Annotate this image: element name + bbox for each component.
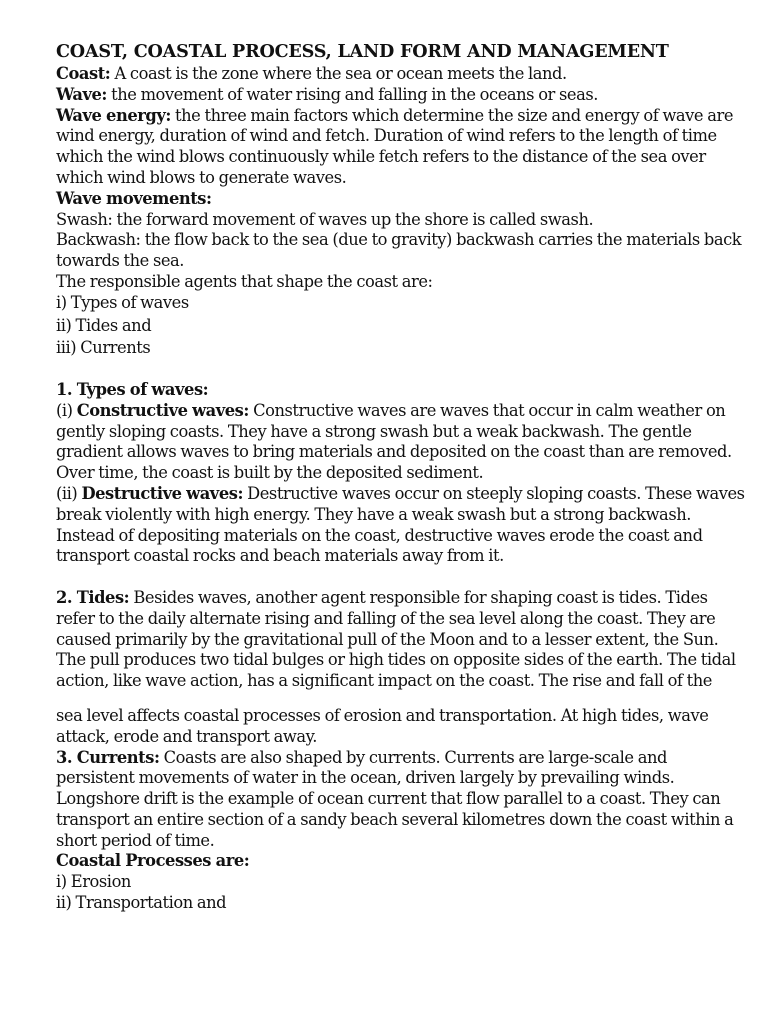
constructive-prefix: (i) — [56, 400, 77, 420]
tides-continuation: sea level affects coastal processes of erosion and transportation. At high tides, wave attack, erode and transport away. — [56, 705, 709, 746]
constructive-text: Constructive waves are waves that occur in calm weather on gently sloping coasts. They have a strong swash but a weak backwash. The gentle gradient allows waves to bring materials and deposited on the coast than are removed. Over time, the coast is built by the deposited sediment. — [56, 400, 732, 483]
coastal-processes-heading — [56, 851, 746, 872]
backwash-line: Backwash: the flow back to the sea (due to gravity) backwash carries the materials back towards the sea. — [56, 230, 742, 271]
coastal-processes-heading-text: Coastal Processes are: — [56, 851, 250, 871]
process-item: ii) Transportation and — [56, 893, 227, 913]
swash-line: Swash: the forward movement of waves up the shore is called swash. — [56, 209, 594, 229]
currents-term: 3. Currents: — [56, 747, 160, 767]
wave-definition — [56, 85, 746, 106]
destructive-prefix: (ii) — [56, 483, 82, 503]
wave-term: Wave: — [56, 84, 107, 104]
wave-energy-term: Wave energy: — [56, 105, 171, 125]
types-of-waves-heading-text: 1. Types of waves: — [56, 379, 209, 399]
wave-energy-definition — [56, 106, 746, 189]
agents-intro: The responsible agents that shape the coast are: — [56, 271, 433, 291]
currents-text: Coasts are also shaped by currents. Currents are large-scale and persistent movements of water in the ocean, driven largely by prevailing winds. Longshore drift is the example of ocean current that flow parallel to a coast. They can transport an entire section of a sandy beach several kilometres down the coast within a short period of time. — [56, 747, 734, 850]
spacer — [56, 567, 746, 588]
agent-item: iii) Currents — [56, 338, 151, 358]
document-title: COAST, COASTAL PROCESS, LAND FORM AND MANAGEMENT — [56, 41, 669, 62]
tides-text: Besides waves, another agent responsible for shaping coast is tides. Tides refer to the daily alternate rising and falling of the sea level along the coast. They are caused primarily by the gravitational pull of the Moon and to a lesser extent, the Sun. The pull produces two tidal bulges or high tides on opposite sides of the earth. The tidal action, like wave action, has a significant impact on the coast. The rise and fall of the — [56, 587, 736, 691]
coast-text: A coast is the zone where the sea or ocean meets the land. — [110, 64, 567, 83]
coast-definition — [56, 64, 746, 85]
wave-movements-heading-text: Wave movements: — [56, 188, 212, 208]
document-page — [56, 40, 746, 914]
page-break-gap — [56, 692, 746, 706]
destructive-term: Destructive waves: — [81, 483, 243, 503]
spacer — [56, 359, 746, 380]
agent-item: ii) Tides and — [56, 315, 152, 335]
wave-text: the movement of water rising and falling in the oceans or seas. — [107, 84, 598, 104]
coast-term: Coast: — [56, 64, 111, 83]
destructive-waves-paragraph — [56, 484, 746, 567]
wave-energy-text: the three main factors which determine the size and energy of wave are wind energy, duration of wind and fetch. Duration of wind refers to the length of time which the wind blows continuously while fetch refers to the distance of the sea over which wind blows to generate waves. — [56, 105, 734, 187]
process-item: i) Erosion — [56, 872, 131, 892]
agent-item: i) Types of waves — [56, 292, 189, 312]
currents-paragraph — [56, 748, 746, 852]
types-of-waves-heading — [56, 380, 746, 401]
constructive-waves-paragraph — [56, 401, 746, 484]
wave-movements-heading — [56, 189, 746, 210]
tides-paragraph — [56, 588, 746, 692]
constructive-term: Constructive waves: — [76, 400, 249, 420]
tides-term: 2. Tides: — [56, 587, 130, 607]
destructive-text: Destructive waves occur on steeply sloping coasts. These waves break violently with high energy. They have a weak swash but a strong backwash. Instead of depositing materials on the coast, destructive waves erode the coast and transport coastal rocks and beach materials away from it. — [56, 483, 745, 566]
